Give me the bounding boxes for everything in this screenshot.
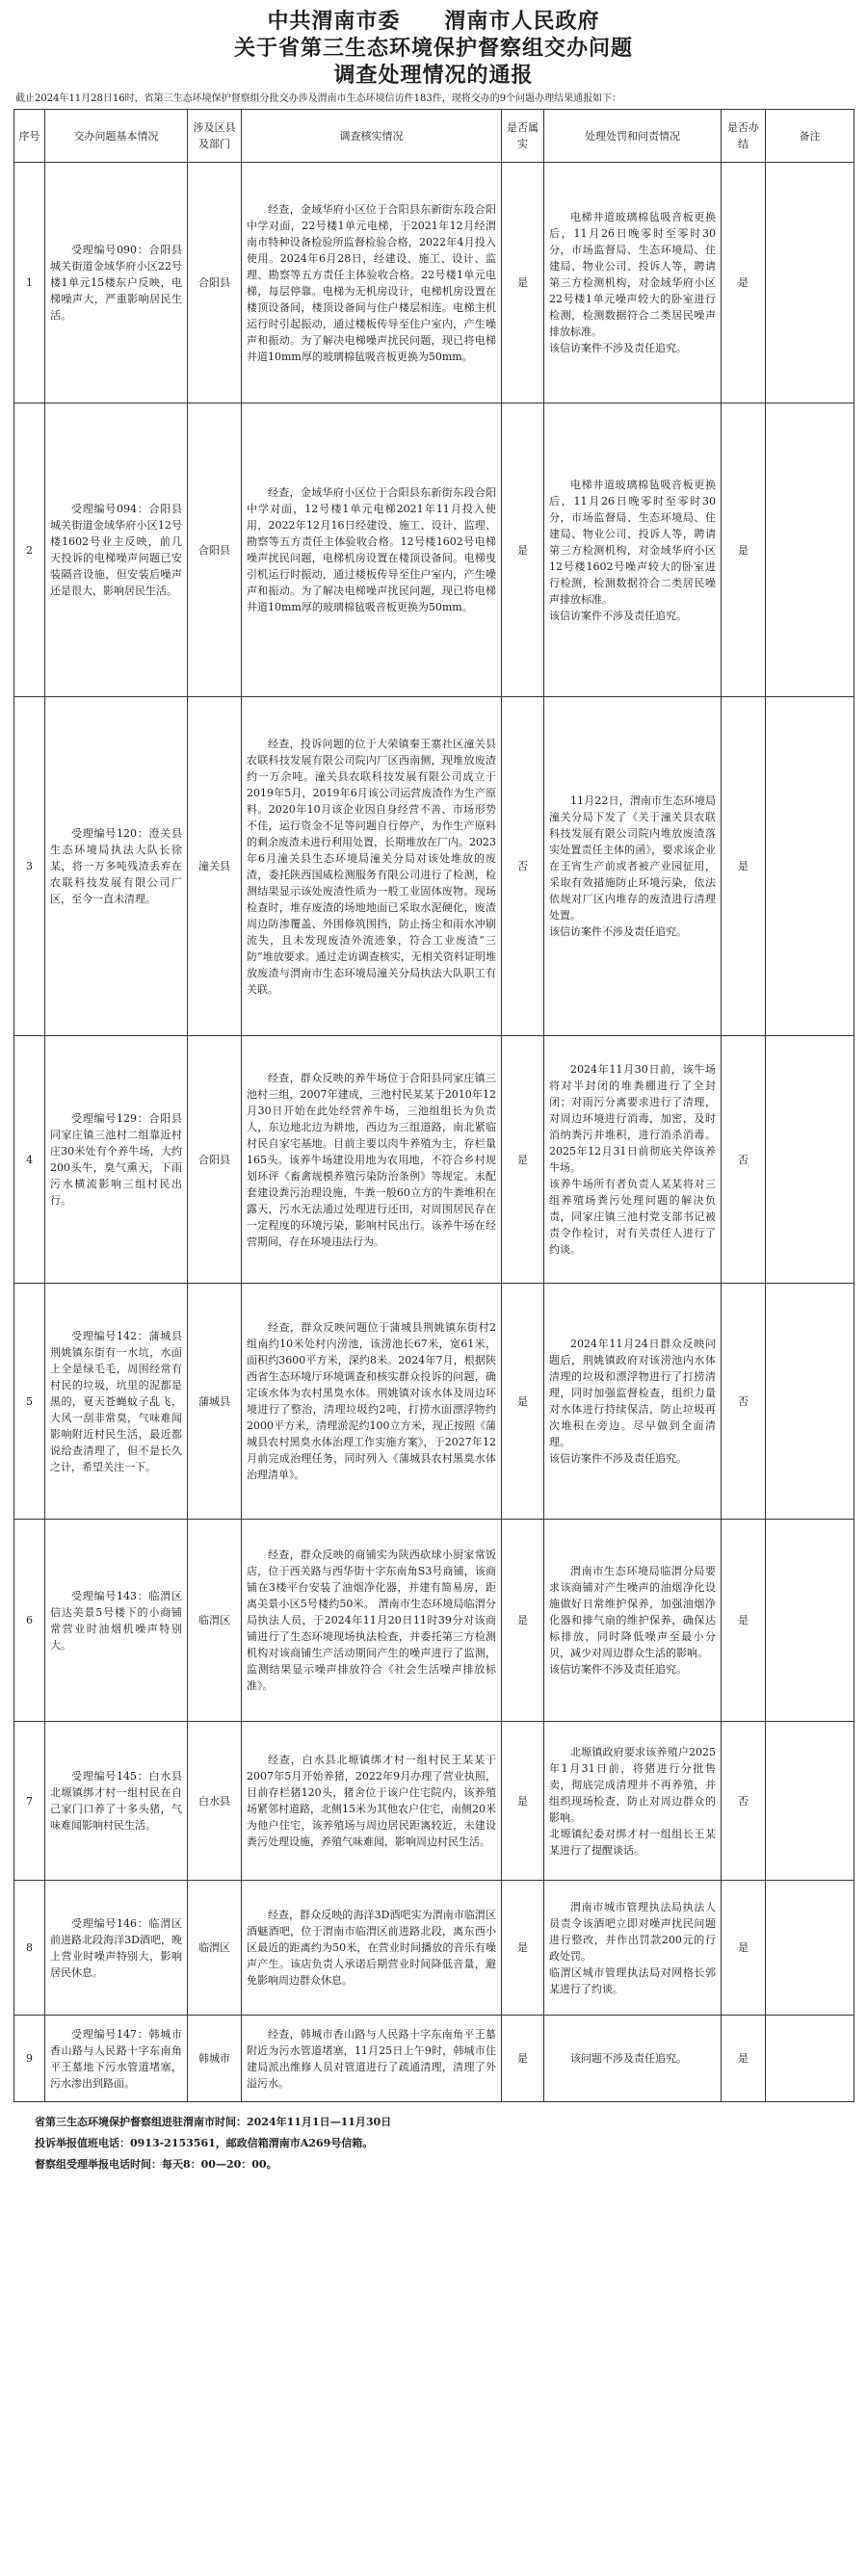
row-done: 是	[722, 1520, 766, 1722]
row-dept: 蒲城县	[188, 1284, 242, 1520]
row-dept: 合阳县	[188, 1036, 242, 1284]
row-problem: 受理编号090：合阳县城关街道金域华府小区22号楼1单元15楼东户反映，电梯噪声大，严重影响居民生活。	[45, 163, 188, 403]
col-header-no: 序号	[14, 110, 45, 163]
row-handling: 11月22日，渭南市生态环境局潼关分局下发了《关于潼关县农联科技发展有限公司院内堆放废渣落实处置责任主体的函》，要求该企业在王宵生产前或者被产业园征用，采取有效措施防止环境污染，依法依规对厂区内堆存的废渣进行清理处置。 该信访案件不涉及责任追究。	[544, 697, 722, 1036]
row-problem: 受理编号129：合阳县同家庄镇三池村二组靠近村庄30米处有个养牛场，大约200头牛，臭气熏天，下雨污水横流影响三组村民出行。	[45, 1036, 188, 1284]
col-header-remark: 备注	[766, 110, 854, 163]
row-investigation: 经查，群众反映问题位于蒲城县荆姚镇东街村2组南约10米处村内涝池，该涝池长67米，宽61米，面积约3600平方米，深约8米。2024年7月，根据陕西省生态环境厅环境调查和核实群众投诉的问题，确定该水体为农村黑臭水体。荆姚镇对该水体及周边环境进行了整治，清理垃圾约2吨，打捞水面漂浮物约2000平方米，清理淤泥约100立方米，现正按照《蒲城县农村黑臭水体治理工作实施方案》，于2027年12月前完成治理任务，同时列入《蒲城县农村黑臭水体治理清单》。	[242, 1284, 502, 1520]
row-no: 8	[14, 1881, 45, 2016]
row-dept: 白水县	[188, 1722, 242, 1881]
row-dept: 合阳县	[188, 163, 242, 403]
row-done: 是	[722, 163, 766, 403]
row-problem: 受理编号120：澄关县生态环境局执法大队长徐某，将一万多吨残渣丢弃在农联科技发展有限公司厂区，至今一直未清理。	[45, 697, 188, 1036]
hotline-and-mailbox: 投诉举报值班电话：0913-2153561，邮政信箱渭南市A269号信箱。	[35, 2137, 374, 2149]
row-handling: 电梯井道玻璃棉毡吸音板更换后，11月26日晚零时至零时30分，市场监督局、生态环境局、住建局、物业公司、投诉人等，聘请第三方检测机构，对金域华府小区12号楼1602号噪声较大的卧室进行检测，检测数据符合二类居民噪声排放标准。 该信访案件不涉及责任追究。	[544, 403, 722, 697]
row-handling: 渭南市城市管理执法局执法人员责令该酒吧立即对噪声扰民问题进行整改，并作出罚款200元的行政处罚。 临渭区城市管理执法局对网格长郭某进行了约谈。	[544, 1881, 722, 2016]
row-done: 是	[722, 697, 766, 1036]
row-investigation: 经查，投诉问题的位于大荣镇秦王寨社区潼关县农联科技发展有限公司院内厂区西南侧，现堆放废渣约一万余吨。潼关县农联科技发展有限公司成立于2019年5月，2019年6月该公司运营废渣作为生产原料。2020年10月该企业因自身经营不善、市场形势不佳，运行资金不足等问题自行停产，为作生产原料的剩余废渣未进行利用处置，长期堆放在厂内。2023年6月潼关县生态环境局潼关分局对该处堆放的废渣，委托陕西国威检测服务有限公司进行了检测，检测结果显示该处废渣性质为一般工业固体废物。现场检查时，堆存废渣的场地地面已采取水泥硬化，废渣周边防渗覆盖、外围修筑围挡，防止扬尘和雨水冲刷流失，且未发现废渣外流迹象，符合工业废渣“三防”堆放要求。通过走访调查核实，无相关资料证明堆放废渣与渭南市生态环境局潼关分局执法大队职工有关联。	[242, 697, 502, 1036]
row-handling: 2024年11月30日前，该牛场将对半封闭的堆粪棚进行了全封闭；对雨污分离要求进行了清理，对周边环境进行消毒，加密，及时消纳粪污并堆积，进行消杀消毒。2025年12月31日前彻底关停该养牛场。 该养牛场所有者负责人某某将对三组养殖场粪污处理问题的解决负责，同家庄镇三池村党支部书记被责令作检讨，对有关责任人进行了约谈。	[544, 1036, 722, 1284]
notice-title-issuer: 中共渭南市委 渭南市人民政府	[267, 9, 600, 34]
table-row	[14, 2016, 854, 2102]
row-no: 6	[14, 1520, 45, 1722]
row-no: 2	[14, 403, 45, 697]
notice-intro: 截止2024年11月28日16时，省第三生态环境保护督察组分批交办涉及渭南市生态环境信访件183件，现将交办的9个问题办理结果通报如下：	[15, 93, 622, 104]
row-investigation: 经查，群众反映的养牛场位于合阳县同家庄镇三池村三组，2007年建成，三池村民某某于2010年12月30日开始在此处经营养牛场，三池组组长为负责人，东边地北边为耕地，西边为三组道路，南北紧临村民自家宅基地。目前主要以肉牛养殖为主，存栏量165头。该养牛场建设用地为农用地，不符合乡村规划环评《畜禽规模养殖污染防治条例》等规定。未配套建设粪污治理设施，牛粪一般60立方的牛粪堆积在露天，污水无法通过处理进行还田，对周围居民存在一定程度的环境污染，影响村民出行。该养牛场在经营期间，存在环境违法行为。	[242, 1036, 502, 1284]
row-done: 否	[722, 1722, 766, 1881]
row-done: 是	[722, 2016, 766, 2102]
row-dept: 临渭区	[188, 1881, 242, 2016]
row-problem: 受理编号145：白水县北塬镇绑才村一组村民在自己家门口养了十多头猪，气味难闻影响村民生活。	[45, 1722, 188, 1881]
row-investigation: 经查，群众反映的海洋3D酒吧实为渭南市临渭区酒魅酒吧，位于渭南市临渭区前进路北段，离东西小区最近的距离约为50米，在营业时间播放的音乐有噪声产生。该店负责人承诺后期营业时间降低音量，避免影响周边群众休息。	[242, 1881, 502, 2016]
row-done: 否	[722, 1284, 766, 1520]
hotline-hours: 督察组受理举报电话时间：每天8：00—20：00。	[35, 2158, 277, 2171]
row-verified: 是	[502, 1722, 544, 1881]
row-verified: 是	[502, 1036, 544, 1284]
row-no: 7	[14, 1722, 45, 1881]
row-handling: 渭南市生态环境局临渭分局要求该商铺对产生噪声的油烟净化设施做好日常维护保养，加强油烟净化器和排气扇的维护保养，确保达标排放，同时降低噪声至最小分贝，减少对周边群众生活的影响。 该信访案件不涉及责任追究。	[544, 1520, 722, 1722]
table-row	[14, 1881, 854, 2016]
row-verified: 是	[502, 403, 544, 697]
inspection-period: 省第三生态环境保护督察组进驻渭南市时间：2024年11月1日—11月30日	[35, 2116, 392, 2128]
row-verified: 是	[502, 1881, 544, 2016]
row-problem: 受理编号142：蒲城县荆姚镇东街有一水坑，水面上全是绿毛毛，周围经常有村民的垃圾，坑里的泥都是黑的，夏天苍蝇蚊子乱飞，大风一刮非常臭，气味难闻影响附近村民生活，最近都说给查清理了，但不是长久之计，希望关注一下。	[45, 1284, 188, 1520]
row-handling: 电梯井道玻璃棉毡吸音板更换后，11月26日晚零时至零时30分，市场监督局、生态环境局、住建局、物业公司、投诉人等，聘请第三方检测机构，对金域华府小区22号楼1单元噪声较大的卧室进行检测，检测数据符合二类居民噪声排放标准。 该信访案件不涉及责任追究。	[544, 163, 722, 403]
row-verified: 是	[502, 1284, 544, 1520]
row-handling: 北塬镇政府要求该养殖户2025年1月31日前，将猪进行分批售卖，彻底完成清理并不再养殖，并组织现场检查，防止对周边群众的影响。 北塬镇纪委对绑才村一组组长王某某进行了提醒谈话。	[544, 1722, 722, 1881]
row-verified: 是	[502, 163, 544, 403]
row-remark	[766, 403, 854, 697]
row-remark	[766, 1284, 854, 1520]
row-no: 4	[14, 1036, 45, 1284]
table-row	[14, 1520, 854, 1722]
row-no: 1	[14, 163, 45, 403]
row-no: 3	[14, 697, 45, 1036]
row-dept: 潼关县	[188, 697, 242, 1036]
results-table	[13, 109, 854, 2102]
row-investigation: 经查，韩城市香山路与人民路十字东南角平王墓附近为污水管道堵塞，11月25日上午9时，韩城市住建局派出维修人员对管道进行了疏通清理，清理了外溢污水。	[242, 2016, 502, 2102]
row-problem: 受理编号094：合阳县城关街道金域华府小区12号楼1602号业主反映，前几天投诉的电梯噪声问题已安装隔音设施，但安装后噪声还是很大，影响居民生活。	[45, 403, 188, 697]
col-header-handling: 处理处罚和问责情况	[544, 110, 722, 163]
table-row	[14, 1722, 854, 1881]
col-header-done: 是否办结	[722, 110, 766, 163]
row-remark	[766, 2016, 854, 2102]
notice-footer	[13, 2112, 854, 2175]
row-handling: 2024年11月24日群众反映问题后，荆姚镇政府对该涝池内水体清理的垃圾和漂浮物进行了打捞清理，同时加强监督检查，组织力量对水体进行持续保洁，防止垃圾再次堆积在旁边。尽早做到全面清理。 该信访案件不涉及责任追究。	[544, 1284, 722, 1520]
table-row	[14, 403, 854, 697]
row-investigation: 经查，白水县北塬镇绑才村一组村民王某某于2007年5月开始养猪，2022年9月办理了营业执照，目前存栏猪120头，猪舍位于该户住宅院内，该养殖场紧邻村道路，北侧15米为其他农户住宅，南侧20米为他户住宅，该养殖场与周边居民距离较近，未建设粪污处理设施，养殖气味难闻，影响周边村民生活。	[242, 1722, 502, 1881]
row-problem: 受理编号143：临渭区信达美景5号楼下的小商铺常营业时油烟机噪声特别大。	[45, 1520, 188, 1722]
row-investigation: 经查，金域华府小区位于合阳县东新街东段合阳中学对面，22号楼1单元电梯，于2021年12月经渭南市特种设备检验所监督检验合格，2022年4月投入使用。2024年6月28日，经建设、施工、设计、监理、勘察等五方责任主体验收合格。22号楼1单元电梯，每层停靠。电梯为无机房设计，电梯机房设置在楼顶设备间，楼顶设备间与住户楼层相连。电梯主机运行时引起振动，通过楼板传导至住户室内，产生噪声和振动。为了解决电梯噪声扰民问题，现已将电梯井道10mm厚的玻璃棉毡吸音板更换为50mm。	[242, 163, 502, 403]
notice-title-main: 调查处理情况的通报	[333, 63, 534, 88]
row-no: 5	[14, 1284, 45, 1520]
table-row	[14, 697, 854, 1036]
row-done: 是	[722, 403, 766, 697]
row-problem: 受理编号147：韩城市香山路与人民路十字东南角平王墓地下污水管道堵塞，污水渗出到路面。	[45, 2016, 188, 2102]
row-remark	[766, 697, 854, 1036]
table-row	[14, 1036, 854, 1284]
col-header-dept: 涉及区县及部门	[188, 110, 242, 163]
row-no: 9	[14, 2016, 45, 2102]
row-remark	[766, 1722, 854, 1881]
row-done: 是	[722, 1881, 766, 2016]
col-header-verified: 是否属实	[502, 110, 544, 163]
row-investigation: 经查，群众反映的商铺实为陕西砍球小厨家常饭店，位于西关路与西华街十字东南角S3号商铺，该商铺在3楼平台安装了油烟净化器，并建有简易房，距离美景小区5号楼约50米。 渭南市生态环境局临渭分局执法人员，于2024年11月20日11时39分对该商铺进行了生态环境现场执法检查，并委托第三方检测机构对该商铺生产活动期间产生的噪声进行了监测，监测结果显示噪声排放符合《社会生活噪声排放标准》。	[242, 1520, 502, 1722]
row-verified: 是	[502, 1520, 544, 1722]
table-header-row	[14, 110, 854, 163]
col-header-problem: 交办问题基本情况	[45, 110, 188, 163]
row-dept: 合阳县	[188, 403, 242, 697]
notice-title-subject: 关于省第三生态环境保护督察组交办问题	[233, 36, 633, 61]
row-investigation: 经查，金域华府小区位于合阳县东新街东段合阳中学对面，12号楼1单元电梯2021年11月投入使用，2022年12月16日经建设、施工、设计、监理、勘察等五方责任主体验收合格。12号楼1602号电梯噪声扰民问题，电梯机房设置在楼顶设备间。电梯曳引机运行时振动，通过楼板传导至住户室内，产生噪声和振动。为了解决电梯噪声扰民问题，现已将电梯井道10mm厚的玻璃棉毡吸音板更换为50mm。	[242, 403, 502, 697]
row-remark	[766, 1881, 854, 2016]
table-row	[14, 163, 854, 403]
row-done: 否	[722, 1036, 766, 1284]
col-header-investigation: 调查核实情况	[242, 110, 502, 163]
row-remark	[766, 1520, 854, 1722]
row-remark	[766, 163, 854, 403]
row-problem: 受理编号146：临渭区前进路北段海洋3D酒吧，晚上营业时噪声特别大，影响居民休息。	[45, 1881, 188, 2016]
row-verified: 是	[502, 2016, 544, 2102]
row-dept: 临渭区	[188, 1520, 242, 1722]
table-row	[14, 1284, 854, 1520]
row-verified: 否	[502, 697, 544, 1036]
row-handling: 该问题不涉及责任追究。	[544, 2016, 722, 2102]
row-dept: 韩城市	[188, 2016, 242, 2102]
row-remark	[766, 1036, 854, 1284]
